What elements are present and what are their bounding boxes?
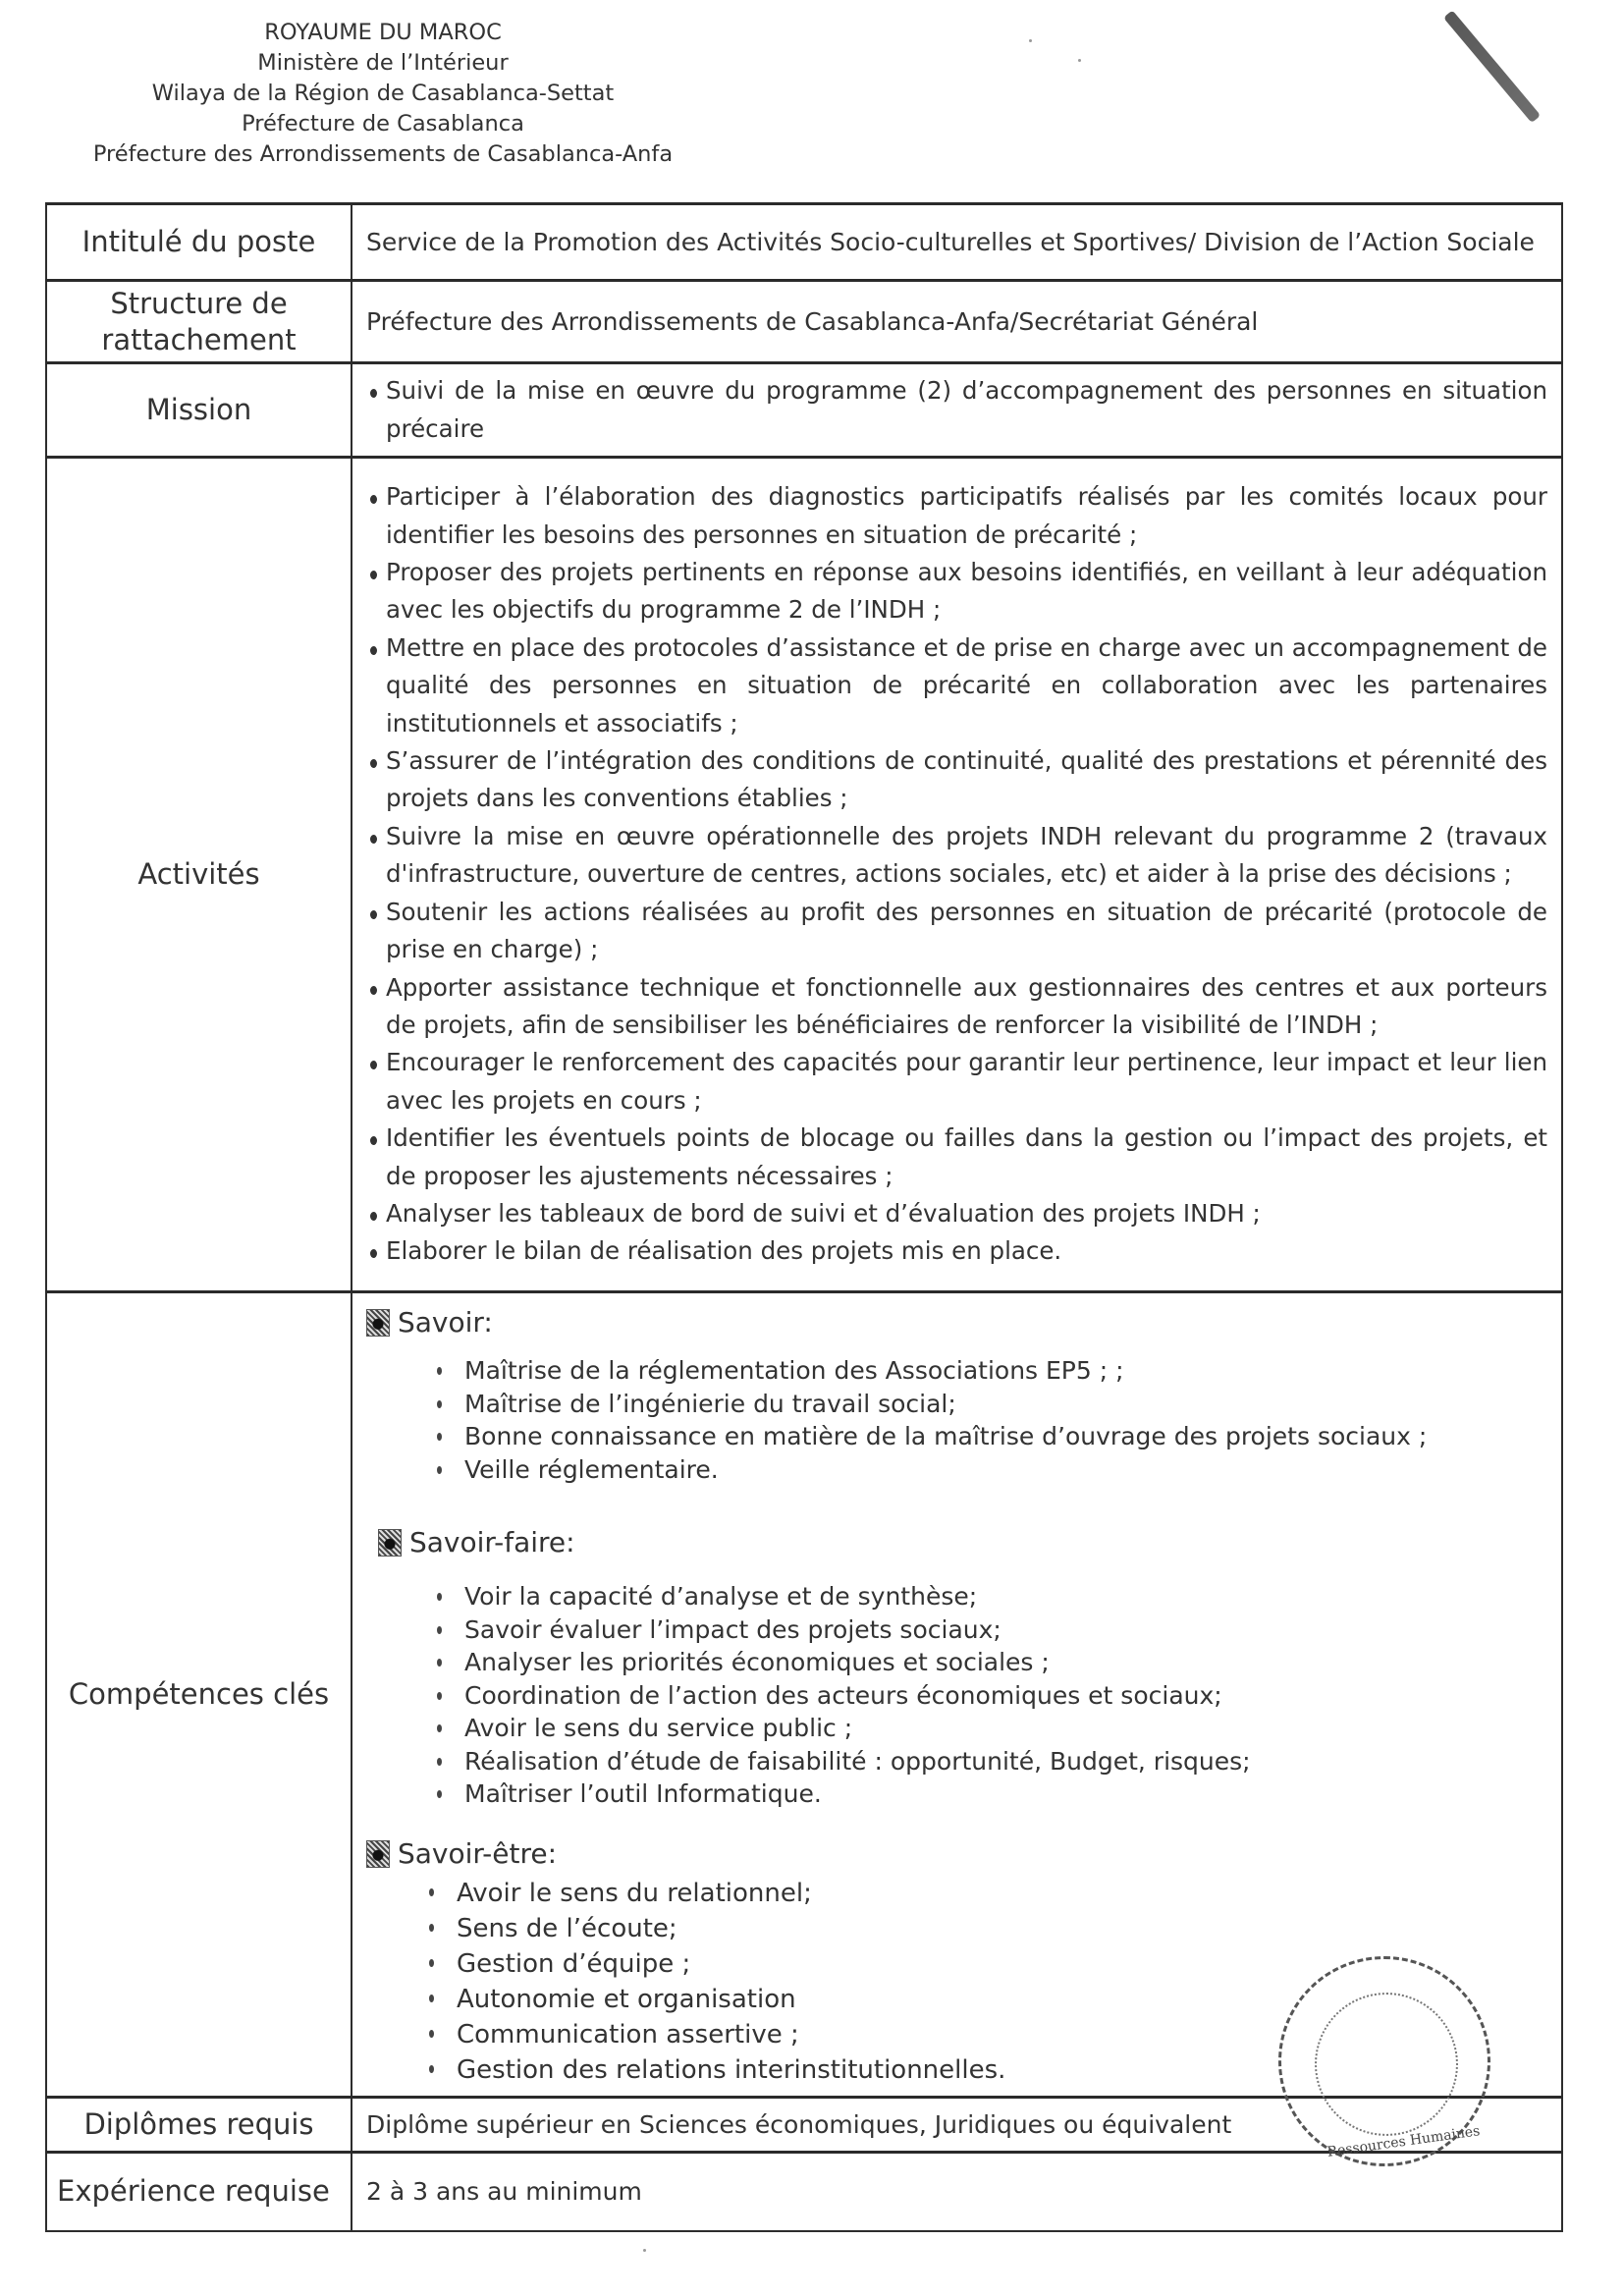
value-experience: 2 à 3 ans au minimum xyxy=(352,2153,1562,2231)
header-line-kingdom: ROYAUME DU MAROC xyxy=(264,20,502,45)
value-mission xyxy=(352,363,1562,458)
row-activites xyxy=(46,458,1562,1292)
value-intitule: Service de la Promotion des Activités Socio-culturelles et Sportives/ Division de l’Action Sociale xyxy=(352,204,1562,281)
savoir-faire-item: Voir la capacité d’analyse et de synthèse; xyxy=(435,1580,1547,1613)
section-marker-icon xyxy=(378,1529,402,1557)
label-experience: Expérience requise xyxy=(46,2153,352,2231)
savoir-faire-item: Coordination de l’action des acteurs économiques et sociaux; xyxy=(435,1679,1547,1713)
label-intitule: Intitulé du poste xyxy=(46,204,352,281)
savoir-etre-item: Gestion d’équipe ; xyxy=(427,1946,1547,1982)
savoir-etre-heading xyxy=(366,1836,1547,1872)
value-structure: Préfecture des Arrondissements de Casablanca-Anfa/Secrétariat Général xyxy=(352,281,1562,363)
label-structure: Structure de rattachement xyxy=(46,281,352,363)
activity-item: Analyser les tableaux de bord de suivi et d’évaluation des projets INDH ; xyxy=(366,1195,1547,1232)
value-diplomes: Diplôme supérieur en Sciences économiques, Juridiques ou équivalent xyxy=(352,2098,1562,2153)
label-activites: Activités xyxy=(46,458,352,1292)
label-mission: Mission xyxy=(46,363,352,458)
savoir-item: Maîtrise de l’ingénierie du travail social; xyxy=(435,1388,1547,1421)
savoir-etre-item: Autonomie et organisation xyxy=(427,1982,1547,2017)
row-intitule xyxy=(46,204,1562,281)
activity-item: Elaborer le bilan de réalisation des projets mis en place. xyxy=(366,1232,1547,1270)
savoir-faire-item: Maîtriser l’outil Informatique. xyxy=(435,1777,1547,1811)
savoir-title: Savoir: xyxy=(398,1306,493,1339)
mission-item: Suivi de la mise en œuvre du programme (2) d’accompagnement des personnes en situation précaire xyxy=(366,372,1547,448)
label-diplomes: Diplômes requis xyxy=(46,2098,352,2153)
savoir-faire-item: Réalisation d’étude de faisabilité : opportunité, Budget, risques; xyxy=(435,1745,1547,1778)
savoir-faire-title: Savoir-faire: xyxy=(409,1526,575,1559)
row-structure xyxy=(46,281,1562,363)
activity-item: Suivre la mise en œuvre opérationnelle des projets INDH relevant du programme 2 (travaux d'infrastructure, ouverture de centres, actions sociales, etc) et aider à la prise des décisions ; xyxy=(366,818,1547,894)
savoir-item: Maîtrise de la réglementation des Associations EP5 ; ; xyxy=(435,1354,1547,1388)
savoir-etre-item: Communication assertive ; xyxy=(427,2017,1547,2052)
stamp-text: Ressources Humaines xyxy=(1326,2123,1482,2160)
savoir-etre-item: Gestion des relations interinstitutionnelles. xyxy=(427,2052,1547,2088)
section-marker-icon xyxy=(366,1309,390,1337)
mission-list xyxy=(366,372,1547,448)
scan-speck xyxy=(643,2249,646,2252)
scan-speck xyxy=(1029,39,1032,42)
scan-speck xyxy=(1078,59,1081,62)
savoir-etre-item: Sens de l’écoute; xyxy=(427,1911,1547,1946)
job-description-table xyxy=(45,202,1563,2232)
official-stamp xyxy=(1278,1956,1490,2166)
activity-item: Participer à l’élaboration des diagnostics participatifs réalisés par les comités locaux pour identifier les besoins des personnes en situation de précarité ; xyxy=(366,478,1547,554)
header-line-prefecture: Préfecture de Casablanca xyxy=(242,111,524,137)
activity-item: S’assurer de l’intégration des conditions de continuité, qualité des prestations et pérennité des projets dans les conventions établies ; xyxy=(366,742,1547,818)
row-experience xyxy=(46,2153,1562,2231)
row-mission xyxy=(46,363,1562,458)
activites-list xyxy=(366,478,1547,1271)
savoir-faire-item: Avoir le sens du service public ; xyxy=(435,1712,1547,1745)
savoir-faire-item: Analyser les priorités économiques et sociales ; xyxy=(435,1646,1547,1679)
document-header xyxy=(39,18,727,170)
header-line-wilaya: Wilaya de la Région de Casablanca-Settat xyxy=(151,81,615,106)
activity-item: Identifier les éventuels points de blocage ou failles dans la gestion ou l’impact des projets, et de proposer les ajustements nécessaires ; xyxy=(366,1120,1547,1195)
activity-item: Mettre en place des protocoles d’assistance et de prise en charge avec un accompagnement de qualité des personnes en situation de précarité en collaboration avec les partenaires institutionnels et associatifs ; xyxy=(366,629,1547,742)
value-activites xyxy=(352,458,1562,1292)
savoir-faire-item: Savoir évaluer l’impact des projets sociaux; xyxy=(435,1613,1547,1647)
activity-item: Soutenir les actions réalisées au profit des personnes en situation de précarité (protocole de prise en charge) ; xyxy=(366,894,1547,969)
label-competences: Compétences clés xyxy=(46,1292,352,2098)
header-line-arrondissements: Préfecture des Arrondissements de Casablanca-Anfa xyxy=(92,141,674,167)
savoir-faire-heading xyxy=(366,1525,1547,1560)
activity-item: Proposer des projets pertinents en réponse aux besoins identifiés, en veillant à leur adéquation avec les objectifs du programme 2 de l’INDH ; xyxy=(366,554,1547,629)
pen-mark xyxy=(1443,10,1541,123)
activity-item: Encourager le renforcement des capacités pour garantir leur pertinence, leur impact et leur lien avec les projets en cours ; xyxy=(366,1044,1547,1120)
section-marker-icon xyxy=(366,1840,390,1868)
savoir-faire-list xyxy=(366,1580,1547,1811)
savoir-etre-item: Avoir le sens du relationnel; xyxy=(427,1876,1547,1911)
header-line-ministry: Ministère de l’Intérieur xyxy=(257,50,509,76)
savoir-etre-title: Savoir-être: xyxy=(398,1836,557,1870)
savoir-heading xyxy=(366,1305,1547,1340)
savoir-item: Bonne connaissance en matière de la maîtrise d’ouvrage des projets sociaux ; xyxy=(435,1420,1547,1453)
savoir-item: Veille réglementaire. xyxy=(435,1453,1547,1487)
activity-item: Apporter assistance technique et fonctionnelle aux gestionnaires des centres et aux porteurs de projets, afin de sensibiliser les bénéficiaires de renforcer la visibilité de l’INDH ; xyxy=(366,969,1547,1045)
savoir-list xyxy=(366,1354,1547,1486)
